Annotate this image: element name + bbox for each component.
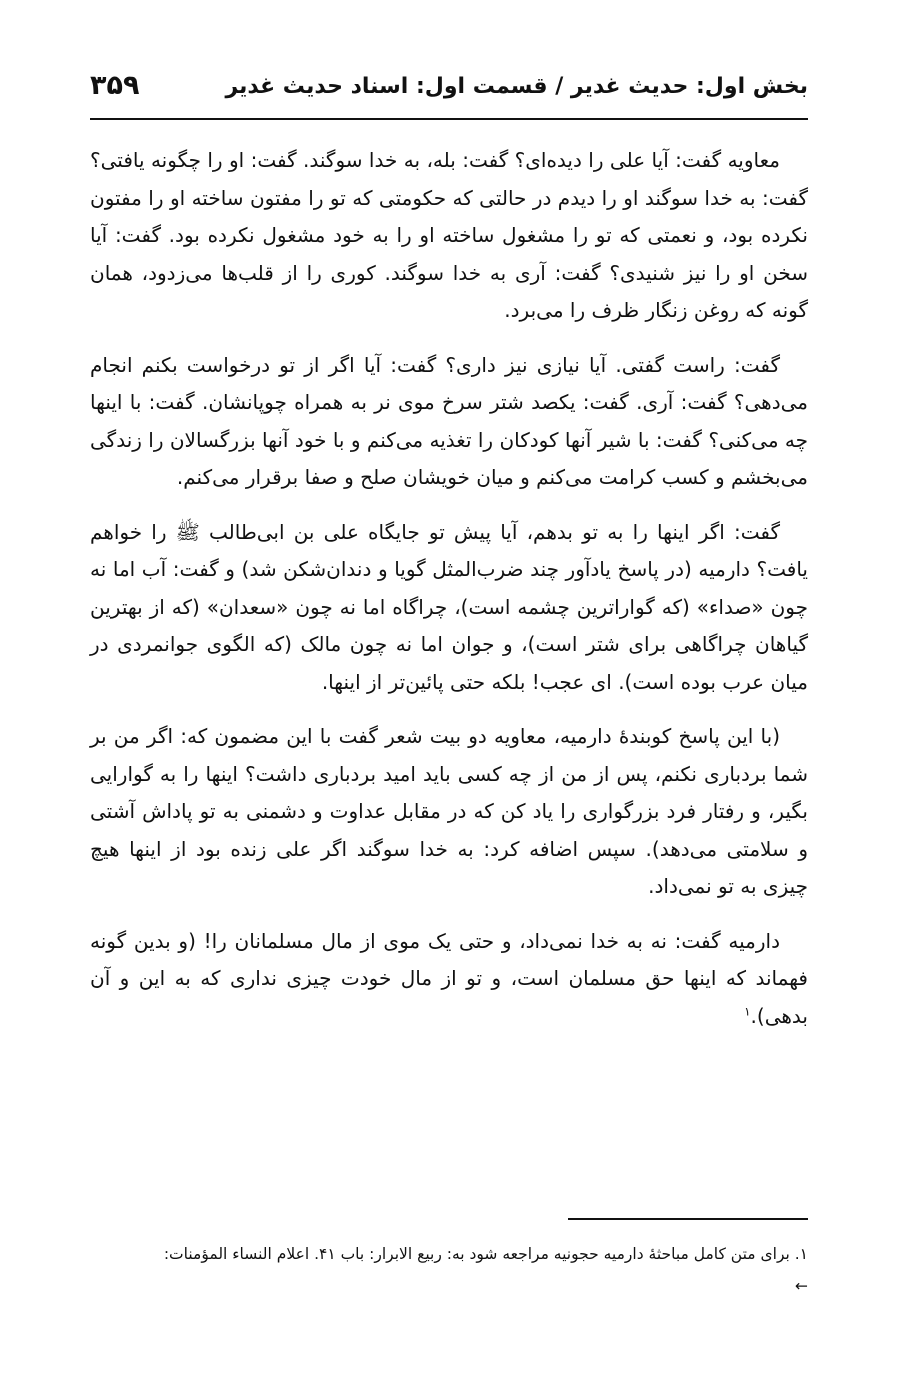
page-number: ۳۵۹ (90, 70, 140, 101)
footnote-reference[interactable]: ۱ (744, 1003, 751, 1018)
footnote-text: ۱. برای متن کامل مباحثهٔ دارمیه حجونیه مراجعه شود به: ربیع الابرار: باب ۴۱. اعلام النساء المؤمنات: (163, 1245, 808, 1263)
header-divider (90, 118, 808, 120)
paragraph-5 (90, 923, 808, 1036)
paragraph-5-text: دارمیه گفت: نه به خدا نمی‌داد، و حتی یک موی از مال مسلمانان را! (و بدین گونه فهماند که اینها حق مسلمان است، و تو از مال خودت چیزی نداری که به این و آن بدهی). (90, 928, 808, 1028)
running-title: بخش اول: حدیث غدیر / قسمت اول: اسناد حدیث غدیر (225, 74, 808, 99)
paragraph-4: (با این پاسخ کوبندهٔ دارمیه، معاویه دو بیت شعر گفت با این مضمون که: اگر من بر شما بردباری نکنم، پس از من از چه کسی باید امید بردباری داشت؟ اینها را به گوارایی بگیر، و رفتار فرد بزرگواری را یاد کن که در مقابل عداوت و دشمنی به تو پاداش آشتی و سلامتی می‌دهد). سپس اضافه کرد: به خدا سوگند اگر علی زنده بود از اینها هیچ چیزی به تو نمی‌داد. (90, 724, 808, 898)
main-text (90, 142, 808, 1052)
page-header (90, 68, 808, 118)
footnote (90, 1238, 808, 1302)
footnote-divider (568, 1218, 808, 1220)
continuation-arrow-icon: ← (795, 1277, 808, 1295)
paragraph-2: گفت: راست گفتی. آیا نیازی نیز داری؟ گفت: آیا اگر از تو درخواست بکنم انجام می‌دهی؟ گفت: آری. گفت: یکصد شتر سرخ موی نر به همراه چوپانشان. گفت: با اینها چه می‌کنی؟ گفت: با شیر آنها کودکان را تغذیه می‌کنم و با خود آنها بزرگسالان را زندگی می‌بخشم و کسب کرامت می‌کنم و میان خویشان صلح و صفا برقرار می‌کنم. (90, 352, 808, 489)
paragraph-3: گفت: اگر اینها را به تو بدهم، آیا پیش تو جایگاه علی بن ابی‌طالب ﷺ را خواهم یافت؟ دارمیه (در پاسخ یادآور چند ضرب‌المثل گویا و دندان‌شکن شد) و گفت: آب اما نه چون «صداء» (که گواراترین چشمه است)، چراگاه اما نه چون «سعدان» (که از بهترین گیاهان چراگاهی برای شتر است)، و جوان اما نه چون مالک (که الگوی جوانمردی در میان عرب بوده است). ای عجب! بلکه حتی پائین‌تر از اینها. (90, 519, 808, 694)
paragraph-1: معاویه گفت: آیا علی را دیده‌ای؟ گفت: بله، به خدا سوگند. گفت: او را چگونه یافتی؟ گفت: به خدا سوگند او را دیدم در حالتی که حکومتی که تو را مفتون ساخته او را مفتون نکرده بود، و نعمتی که تو را مشغول ساخته او را به خود مشغول نکرده بود. گفت: آیا سخن او را نیز شنیدی؟ گفت: آری به خدا سوگند. کوری را از قلب‌ها می‌زدود، همان گونه که روغن زنگار ظرف را می‌برد. (90, 148, 808, 322)
